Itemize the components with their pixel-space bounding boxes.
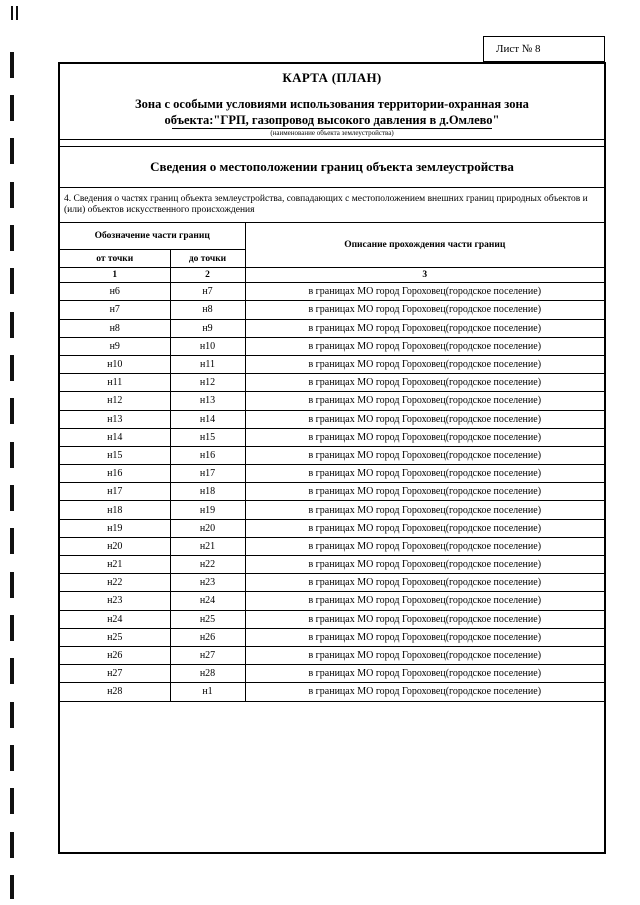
binding-hole-mark bbox=[10, 745, 14, 771]
table-row bbox=[60, 319, 604, 337]
description-cell: в границах МО город Гороховец(городское поселение) bbox=[245, 428, 604, 446]
binding-hole-mark bbox=[10, 442, 14, 468]
description-cell: в границах МО город Гороховец(городское поселение) bbox=[245, 501, 604, 519]
description-cell: в границах МО город Гороховец(городское поселение) bbox=[245, 483, 604, 501]
table-row bbox=[60, 446, 604, 464]
sheet-number: Лист № 8 bbox=[483, 36, 605, 62]
table-row bbox=[60, 665, 604, 683]
binding-hole-mark bbox=[10, 355, 14, 381]
column-number: 2 bbox=[170, 268, 245, 283]
description-cell: в границах МО город Гороховец(городское поселение) bbox=[245, 337, 604, 355]
from-point-cell: н11 bbox=[60, 374, 170, 392]
description-cell: в границах МО город Гороховец(городское поселение) bbox=[245, 392, 604, 410]
from-point-cell: н22 bbox=[60, 574, 170, 592]
from-point-cell: н26 bbox=[60, 646, 170, 664]
from-point-cell: н6 bbox=[60, 283, 170, 301]
description-cell: в границах МО город Гороховец(городское поселение) bbox=[245, 628, 604, 646]
to-point-cell: н12 bbox=[170, 374, 245, 392]
binding-hole-mark bbox=[10, 398, 14, 424]
table-row bbox=[60, 574, 604, 592]
from-point-cell: н27 bbox=[60, 665, 170, 683]
from-point-cell: н19 bbox=[60, 519, 170, 537]
description-cell: в границах МО город Гороховец(городское поселение) bbox=[245, 556, 604, 574]
table-row bbox=[60, 337, 604, 355]
table-row bbox=[60, 537, 604, 555]
description-cell: в границах МО город Гороховец(городское поселение) bbox=[245, 519, 604, 537]
binding-hole-mark bbox=[10, 268, 14, 294]
binding-hole-mark bbox=[10, 702, 14, 728]
document-frame bbox=[58, 62, 606, 854]
from-point-cell: н24 bbox=[60, 610, 170, 628]
from-point-cell: н23 bbox=[60, 592, 170, 610]
to-point-cell: н11 bbox=[170, 355, 245, 373]
table-row bbox=[60, 283, 604, 301]
description-cell: в границах МО город Гороховец(городское поселение) bbox=[245, 446, 604, 464]
to-point-cell: н17 bbox=[170, 465, 245, 483]
group-header: Обозначение части границ bbox=[60, 223, 245, 250]
object-name-line2: объекта:"ГРП, газопровод высокого давления в д.Омлево" bbox=[164, 113, 500, 127]
to-point-cell: н23 bbox=[170, 574, 245, 592]
table-row bbox=[60, 683, 604, 701]
from-point-cell: н20 bbox=[60, 537, 170, 555]
description-cell: в границах МО город Гороховец(городское поселение) bbox=[245, 592, 604, 610]
binding-hole-mark bbox=[10, 788, 14, 814]
binding-hole-mark bbox=[10, 182, 14, 208]
table-row bbox=[60, 465, 604, 483]
description-cell: в границах МО город Гороховец(городское поселение) bbox=[245, 283, 604, 301]
to-point-cell: н15 bbox=[170, 428, 245, 446]
binding-hole-mark bbox=[10, 572, 14, 598]
column-number: 3 bbox=[245, 268, 604, 283]
to-header: до точки bbox=[170, 250, 245, 268]
description-cell: в границах МО город Гороховец(городское поселение) bbox=[245, 665, 604, 683]
binding-hole-mark bbox=[16, 6, 18, 20]
from-point-cell: н17 bbox=[60, 483, 170, 501]
description-cell: в границах МО город Гороховец(городское поселение) bbox=[245, 537, 604, 555]
description-cell: в границах МО город Гороховец(городское поселение) bbox=[245, 465, 604, 483]
table-row bbox=[60, 628, 604, 646]
table-row bbox=[60, 483, 604, 501]
table-row bbox=[60, 501, 604, 519]
to-point-cell: н22 bbox=[170, 556, 245, 574]
from-point-cell: н9 bbox=[60, 337, 170, 355]
from-point-cell: н25 bbox=[60, 628, 170, 646]
table-row bbox=[60, 301, 604, 319]
binding-hole-mark bbox=[10, 832, 14, 858]
table-row bbox=[60, 355, 604, 373]
from-point-cell: н14 bbox=[60, 428, 170, 446]
description-cell: в границах МО город Гороховец(городское поселение) bbox=[245, 574, 604, 592]
table-row bbox=[60, 410, 604, 428]
binding-hole-mark bbox=[10, 615, 14, 641]
table-row bbox=[60, 556, 604, 574]
to-point-cell: н16 bbox=[170, 446, 245, 464]
from-point-cell: н13 bbox=[60, 410, 170, 428]
description-cell: в границах МО город Гороховец(городское поселение) bbox=[245, 319, 604, 337]
binding-hole-mark bbox=[10, 485, 14, 511]
to-point-cell: н27 bbox=[170, 646, 245, 664]
table-row bbox=[60, 428, 604, 446]
binding-hole-mark bbox=[10, 875, 14, 899]
to-point-cell: н26 bbox=[170, 628, 245, 646]
table-row bbox=[60, 610, 604, 628]
section-header bbox=[60, 146, 604, 188]
to-point-cell: н20 bbox=[170, 519, 245, 537]
binding-hole-mark bbox=[10, 528, 14, 554]
from-header: от точки bbox=[60, 250, 170, 268]
description-cell: в границах МО город Гороховец(городское поселение) bbox=[245, 610, 604, 628]
from-point-cell: н12 bbox=[60, 392, 170, 410]
to-point-cell: н25 bbox=[170, 610, 245, 628]
title-block bbox=[60, 64, 604, 140]
from-point-cell: н21 bbox=[60, 556, 170, 574]
binding-hole-mark bbox=[10, 658, 14, 684]
binding-hole-mark bbox=[10, 312, 14, 338]
from-point-cell: н10 bbox=[60, 355, 170, 373]
description-cell: в границах МО город Гороховец(городское поселение) bbox=[245, 355, 604, 373]
from-point-cell: н8 bbox=[60, 319, 170, 337]
boundary-table bbox=[60, 223, 604, 702]
from-point-cell: н28 bbox=[60, 683, 170, 701]
object-name-caption: (наименование объекта землеустройства) bbox=[172, 128, 492, 138]
section-note: 4. Сведения о частях границ объекта землеустройства, совпадающих с местоположением внешних границ природных объектов и (или) объектов искусственного происхождения bbox=[60, 188, 604, 223]
to-point-cell: н14 bbox=[170, 410, 245, 428]
to-point-cell: н8 bbox=[170, 301, 245, 319]
to-point-cell: н13 bbox=[170, 392, 245, 410]
table-row bbox=[60, 519, 604, 537]
to-point-cell: н18 bbox=[170, 483, 245, 501]
to-point-cell: н28 bbox=[170, 665, 245, 683]
table-row bbox=[60, 374, 604, 392]
desc-header: Описание прохождения части границ bbox=[245, 223, 604, 268]
table-row bbox=[60, 392, 604, 410]
to-point-cell: н7 bbox=[170, 283, 245, 301]
to-point-cell: н24 bbox=[170, 592, 245, 610]
table-row bbox=[60, 592, 604, 610]
binding-hole-mark bbox=[11, 6, 13, 20]
description-cell: в границах МО город Гороховец(городское поселение) bbox=[245, 683, 604, 701]
description-cell: в границах МО город Гороховец(городское поселение) bbox=[245, 646, 604, 664]
object-name-line1: Зона с особыми условиями использования территории-охранная зона bbox=[135, 97, 529, 111]
binding-hole-mark bbox=[10, 138, 14, 164]
description-cell: в границах МО город Гороховец(городское поселение) bbox=[245, 410, 604, 428]
column-number: 1 bbox=[60, 268, 170, 283]
to-point-cell: н10 bbox=[170, 337, 245, 355]
binding-hole-mark bbox=[10, 95, 14, 121]
from-point-cell: н15 bbox=[60, 446, 170, 464]
from-point-cell: н18 bbox=[60, 501, 170, 519]
from-point-cell: н16 bbox=[60, 465, 170, 483]
to-point-cell: н21 bbox=[170, 537, 245, 555]
table-row bbox=[60, 646, 604, 664]
to-point-cell: н19 bbox=[170, 501, 245, 519]
document-title: КАРТА (ПЛАН) bbox=[282, 70, 382, 85]
description-cell: в границах МО город Гороховец(городское поселение) bbox=[245, 301, 604, 319]
description-cell: в границах МО город Гороховец(городское поселение) bbox=[245, 374, 604, 392]
binding-hole-mark bbox=[10, 52, 14, 78]
section-title: Сведения о местоположении границ объекта землеустройства bbox=[150, 159, 514, 174]
to-point-cell: н9 bbox=[170, 319, 245, 337]
binding-hole-mark bbox=[10, 225, 14, 251]
to-point-cell: н1 bbox=[170, 683, 245, 701]
from-point-cell: н7 bbox=[60, 301, 170, 319]
